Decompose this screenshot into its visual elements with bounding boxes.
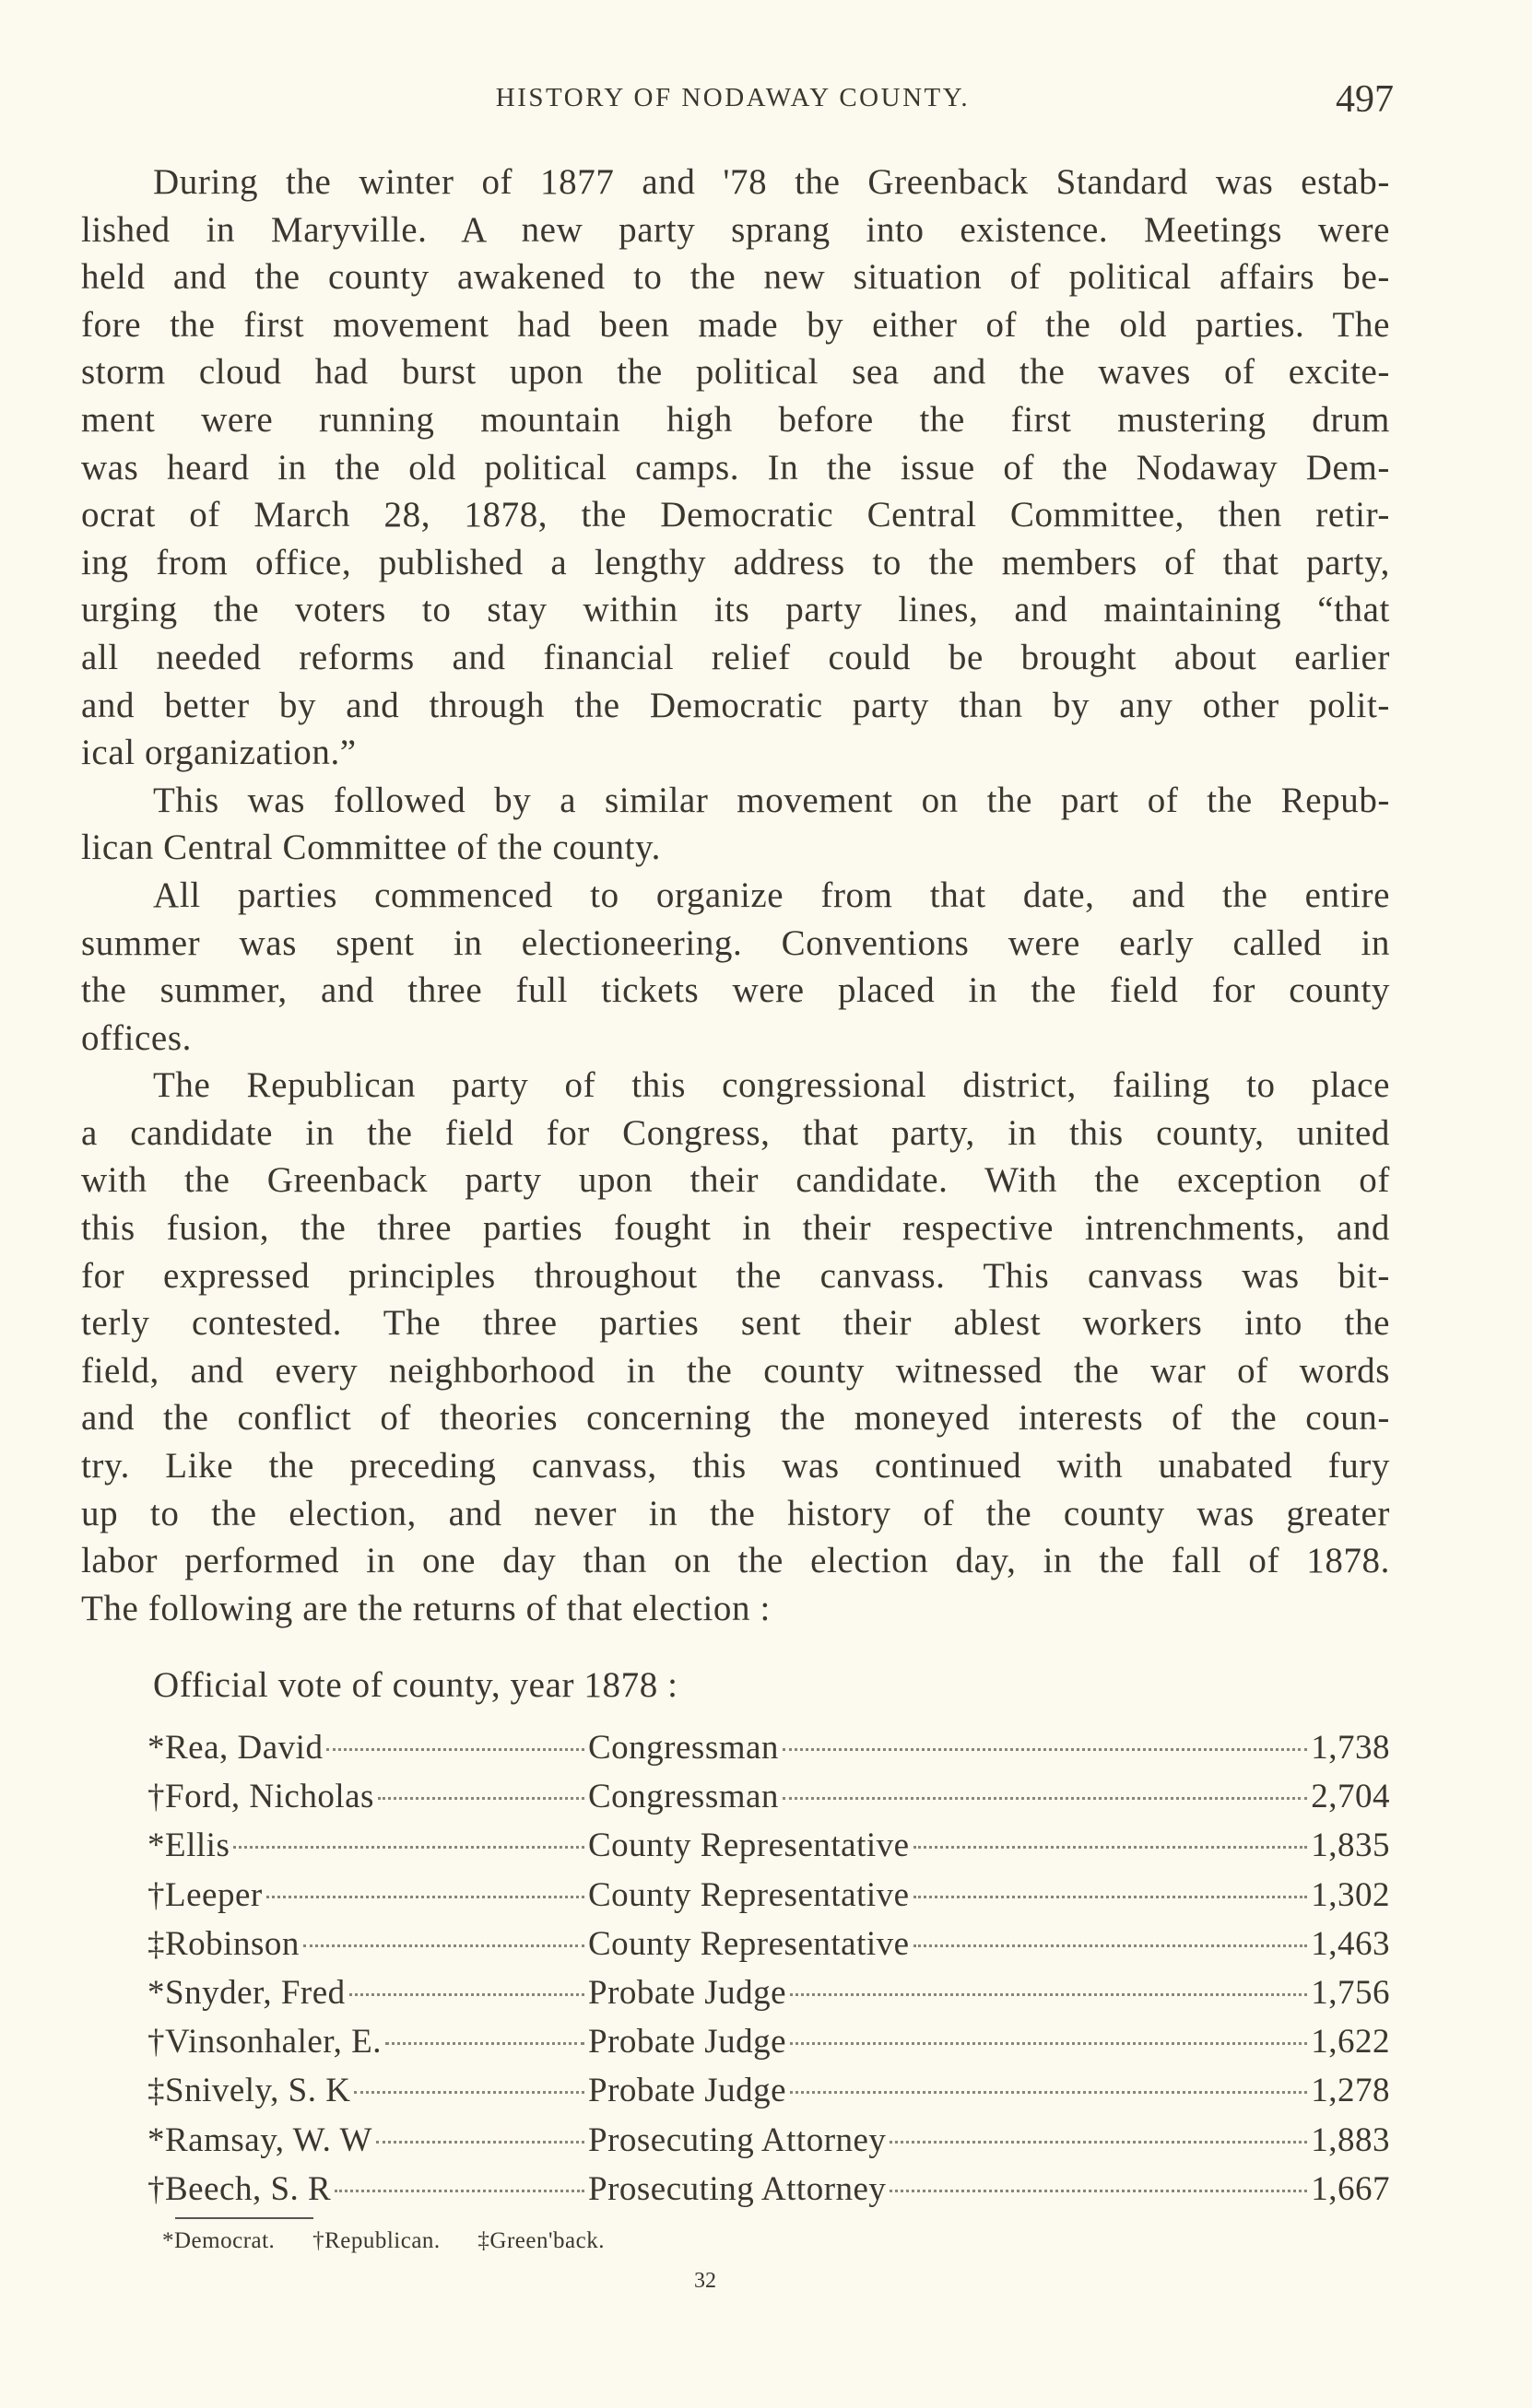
text-line: field, and every neighborhood in the county witnessed the war of words <box>81 1350 1390 1391</box>
vote-count: 1,667 <box>1311 2169 1390 2208</box>
candidate-cell <box>147 1772 588 1821</box>
text-line: urging the voters to stay within its party lines, and maintaining “that <box>81 590 1390 630</box>
dot-leader <box>266 1896 584 1898</box>
dot-leader <box>790 2042 1307 2045</box>
office-cell <box>588 2165 1311 2214</box>
footnote-democrat: *Democrat. <box>162 2228 276 2253</box>
office-name: County Representative <box>588 1827 910 1865</box>
candidate-name: †Beech, S. R <box>147 2169 332 2208</box>
dot-leader <box>790 1993 1307 1996</box>
vote-count: 1,738 <box>1311 1729 1390 1767</box>
vote-count: 1,883 <box>1311 2120 1390 2159</box>
table-caption: Official vote of county, year 1878 : <box>153 1665 678 1706</box>
office-cell <box>588 2017 1311 2066</box>
office-name: Prosecuting Attorney <box>588 2120 887 2159</box>
table-row <box>147 2017 1390 2066</box>
candidate-name: †Ford, Nicholas <box>147 1778 374 1816</box>
text-line: fore the first movement had been made by either of the old parties. The <box>81 304 1390 345</box>
text-line: the summer, and three full tickets were placed in the field for county <box>81 970 1390 1011</box>
footnote-republican: †Republican. <box>312 2228 441 2253</box>
page-number: 497 <box>1336 78 1394 121</box>
office-cell <box>588 1968 1311 2017</box>
text-line: this fusion, the three parties fought in their respective intrenchments, and <box>81 1208 1390 1249</box>
dot-leader <box>890 2190 1307 2192</box>
text-line: ocrat of March 28, 1878, the Democratic Central Committee, then retir- <box>81 495 1390 535</box>
dot-leader <box>354 2091 584 2094</box>
candidate-name: *Snyder, Fred <box>147 1973 346 2012</box>
office-cell <box>588 1920 1311 1968</box>
text-line: and the conflict of theories concerning the moneyed interests of the coun- <box>81 1398 1390 1439</box>
text-line: lican Central Committee of the county. <box>81 828 661 868</box>
dot-leader <box>913 1846 1308 1849</box>
vote-count: 1,463 <box>1311 1924 1390 1963</box>
vote-count: 2,704 <box>1311 1778 1390 1816</box>
text-line: lished in Maryville. A new party sprang into existence. Meetings were <box>81 209 1390 250</box>
text-line: This was followed by a similar movement on the part of the Repub- <box>153 780 1390 820</box>
footnote-greenback: ‡Green'back. <box>477 2228 605 2253</box>
vote-table <box>147 1723 1390 2214</box>
office-cell <box>588 1772 1311 1821</box>
dot-leader <box>233 1846 584 1849</box>
candidate-cell <box>147 1723 588 1772</box>
candidate-cell <box>147 1871 588 1920</box>
dot-leader <box>349 1993 584 1996</box>
vote-count: 1,278 <box>1311 2072 1390 2110</box>
candidate-name: *Rea, David <box>147 1729 324 1767</box>
table-row <box>147 2165 1390 2214</box>
footnotes <box>162 2228 636 2254</box>
running-title: HISTORY OF NODAWAY COUNTY. <box>495 83 971 112</box>
candidate-name: †Leeper <box>147 1875 263 1914</box>
candidate-cell <box>147 1968 588 2017</box>
dot-leader <box>790 2091 1307 2094</box>
text-line: The Republican party of this congressional district, failing to place <box>153 1065 1390 1106</box>
office-cell <box>588 2066 1311 2115</box>
dot-leader <box>376 2141 584 2144</box>
candidate-cell <box>147 2017 588 2066</box>
candidate-cell <box>147 1821 588 1870</box>
office-cell <box>588 1821 1311 1870</box>
running-header <box>0 77 1532 123</box>
text-line: storm cloud had burst upon the political sea and the waves of excite- <box>81 352 1390 393</box>
dot-leader <box>326 1748 584 1751</box>
candidate-name: *Ellis <box>147 1827 230 1865</box>
office-name: County Representative <box>588 1924 910 1963</box>
office-cell <box>588 1723 1311 1772</box>
dot-leader <box>890 2141 1307 2144</box>
signature-mark: 32 <box>694 2269 716 2293</box>
table-row <box>147 1968 1390 2017</box>
office-cell <box>588 2116 1311 2165</box>
dot-leader <box>913 1944 1308 1947</box>
text-line: for expressed principles throughout the canvass. This canvass was bit- <box>81 1255 1390 1296</box>
table-row <box>147 1920 1390 1968</box>
text-line: ing from office, published a lengthy address to the members of that party, <box>81 542 1390 582</box>
text-line: up to the election, and never in the history of the county was greater <box>81 1493 1390 1533</box>
vote-count: 1,622 <box>1311 2023 1390 2061</box>
dot-leader <box>385 2042 584 2045</box>
text-line: terly contested. The three parties sent their ablest workers into the <box>81 1303 1390 1344</box>
text-line: all needed reforms and financial relief could be brought about earlier <box>81 637 1390 677</box>
text-line: ical organization.” <box>81 733 357 773</box>
table-row <box>147 1871 1390 1920</box>
candidate-cell <box>147 2165 588 2214</box>
table-row <box>147 1821 1390 1870</box>
dot-leader <box>335 2190 584 2192</box>
vote-count: 1,302 <box>1311 1875 1390 1914</box>
office-cell <box>588 1871 1311 1920</box>
text-line: was heard in the old political camps. In the issue of the Nodaway Dem- <box>81 447 1390 487</box>
table-row <box>147 1723 1390 1772</box>
office-name: Congressman <box>588 1778 779 1816</box>
table-row <box>147 2066 1390 2115</box>
table-row <box>147 1772 1390 1821</box>
footnote-rule <box>175 2217 313 2219</box>
office-name: County Representative <box>588 1875 910 1914</box>
vote-count: 1,835 <box>1311 1827 1390 1865</box>
office-name: Congressman <box>588 1729 779 1767</box>
candidate-name: ‡Robinson <box>147 1924 300 1963</box>
text-line: a candidate in the field for Congress, that party, in this county, united <box>81 1112 1390 1153</box>
dot-leader <box>913 1896 1308 1898</box>
office-name: Probate Judge <box>588 1973 787 2012</box>
candidate-cell <box>147 1920 588 1968</box>
candidate-cell <box>147 2116 588 2165</box>
office-name: Probate Judge <box>588 2072 787 2110</box>
candidate-name: †Vinsonhaler, E. <box>147 2023 382 2061</box>
paragraph-gap <box>81 1632 1390 1662</box>
text-line: held and the county awakened to the new situation of political affairs be- <box>81 257 1390 298</box>
candidate-name: ‡Snively, S. K <box>147 2072 351 2110</box>
text-line: with the Greenback party upon their candidate. With the exception of <box>81 1160 1390 1201</box>
body-text <box>81 159 1390 1709</box>
text-line: The following are the returns of that election : <box>81 1588 771 1628</box>
text-line: ment were running mountain high before the first mustering drum <box>81 399 1390 440</box>
candidate-cell <box>147 2066 588 2115</box>
dot-leader <box>783 1748 1307 1751</box>
text-line: try. Like the preceding canvass, this was continued with unabated fury <box>81 1446 1390 1486</box>
text-line: offices. <box>81 1017 192 1058</box>
vote-count: 1,756 <box>1311 1973 1390 2012</box>
office-name: Prosecuting Attorney <box>588 2169 887 2208</box>
text-line: labor performed in one day than on the election day, in the fall of 1878. <box>81 1541 1390 1581</box>
text-line: All parties commenced to organize from that date, and the entire <box>153 875 1390 915</box>
dot-leader <box>783 1797 1307 1800</box>
text-line: During the winter of 1877 and '78 the Greenback Standard was estab- <box>153 162 1390 202</box>
dot-leader <box>303 1944 584 1947</box>
office-name: Probate Judge <box>588 2023 787 2061</box>
text-line: summer was spent in electioneering. Conventions were early called in <box>81 922 1390 963</box>
dot-leader <box>378 1797 584 1800</box>
candidate-name: *Ramsay, W. W <box>147 2120 372 2159</box>
table-row <box>147 2116 1390 2165</box>
text-line: and better by and through the Democratic party than by any other polit- <box>81 685 1390 725</box>
